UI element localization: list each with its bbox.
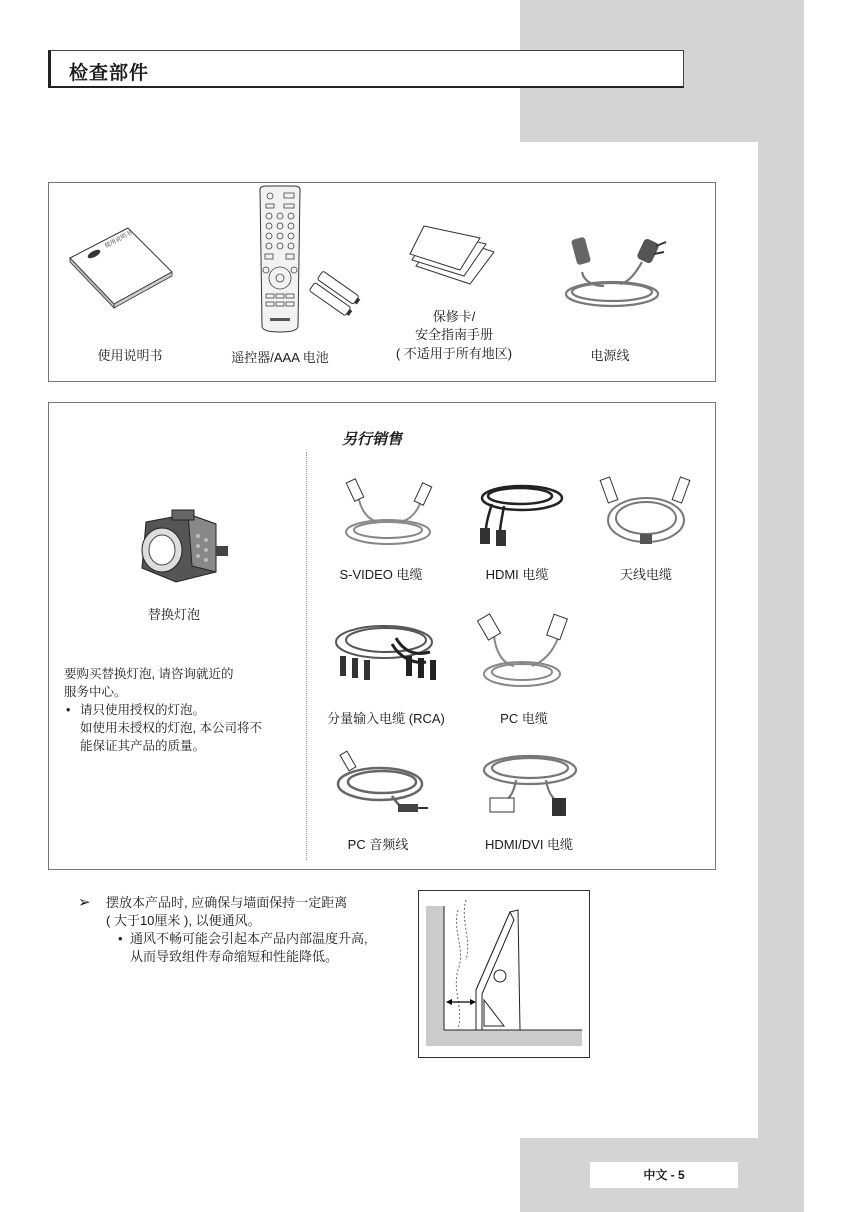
component-rca-cable-icon <box>326 612 452 688</box>
bullet-icon: • <box>66 703 71 717</box>
accessory-label-hdmi-dvi: HDMI/DVI 电缆 <box>484 837 574 852</box>
hdmi-cable-icon <box>470 474 566 550</box>
accessory-label-pc-cable: PC 电缆 <box>500 711 548 726</box>
page-title: 检查部件 <box>69 63 150 84</box>
page-number: 中文 - 5 <box>590 1162 738 1188</box>
included-label-warranty-line3: ( 不适用于所有地区) <box>395 346 513 361</box>
hdmi-dvi-cable-icon <box>476 744 586 824</box>
antenna-cable-icon <box>596 470 696 550</box>
pc-audio-cable-icon <box>332 746 432 822</box>
included-label-remote: 遥控器/AAA 电池 <box>231 350 329 365</box>
lamp-label: 替换灯泡 <box>147 607 201 622</box>
warranty-card-icon <box>410 226 498 286</box>
placement-note-line: ( 大于10厘米 ), 以便通风。 <box>106 913 261 928</box>
s-video-cable-icon <box>338 474 438 554</box>
lamp-bullet-line: 能保证其产品的质量。 <box>80 739 206 753</box>
included-label-manual: 使用说明书 <box>97 348 163 363</box>
remote-control-icon <box>258 186 302 334</box>
placement-bullet-line: 通风不畅可能会引起本产品内部温度升高, <box>130 931 368 946</box>
aaa-batteries-icon <box>306 276 362 318</box>
accessory-label-component-rca: 分量输入电缆 (RCA) <box>327 711 445 726</box>
bullet-icon: • <box>118 931 123 946</box>
page-title-box <box>48 50 684 88</box>
placement-note-line: 摆放本产品时, 应确保与墙面保持一定距离 <box>106 895 348 910</box>
included-label-warranty-line2: 安全指南手册 <box>414 327 494 342</box>
lamp-note-line: 要购买替换灯泡, 请咨询就近的 <box>64 667 234 681</box>
included-label-power-cord: 电源线 <box>590 348 630 363</box>
ventilation-diagram <box>418 890 590 1058</box>
lamp-bullet-line: 如使用未授权的灯泡, 本公司将不 <box>80 721 262 735</box>
arrow-icon: ➢ <box>78 894 91 911</box>
side-grey-strip <box>758 0 804 1212</box>
accessory-label-pc-audio: PC 音频线 <box>347 837 409 852</box>
lamp-note-line: 服务中心。 <box>64 685 127 699</box>
manual-icon <box>66 220 176 310</box>
pc-cable-icon <box>470 610 580 694</box>
svg-text:使用说明书: 使用说明书 <box>103 229 134 250</box>
separately-sold-title: 另行销售 <box>341 431 403 448</box>
placement-note <box>106 894 368 966</box>
accessory-label-hdmi: HDMI 电缆 <box>485 567 549 582</box>
lamp-bullet-line: 请只使用授权的灯泡。 <box>80 703 206 717</box>
included-label-warranty-line1: 保修卡/ <box>432 309 476 324</box>
dotted-divider <box>306 452 307 860</box>
power-cord-icon <box>554 232 672 318</box>
lamp-bullet <box>64 701 262 719</box>
accessory-label-antenna: 天线电缆 <box>619 567 673 582</box>
lamp-note <box>64 665 262 755</box>
placement-bullet-line: 从而导致组件寿命缩短和性能降低。 <box>130 949 339 964</box>
replacement-lamp-icon <box>132 510 232 586</box>
placement-bullet <box>106 930 368 948</box>
accessory-label-s-video: S-VIDEO 电缆 <box>339 567 423 582</box>
